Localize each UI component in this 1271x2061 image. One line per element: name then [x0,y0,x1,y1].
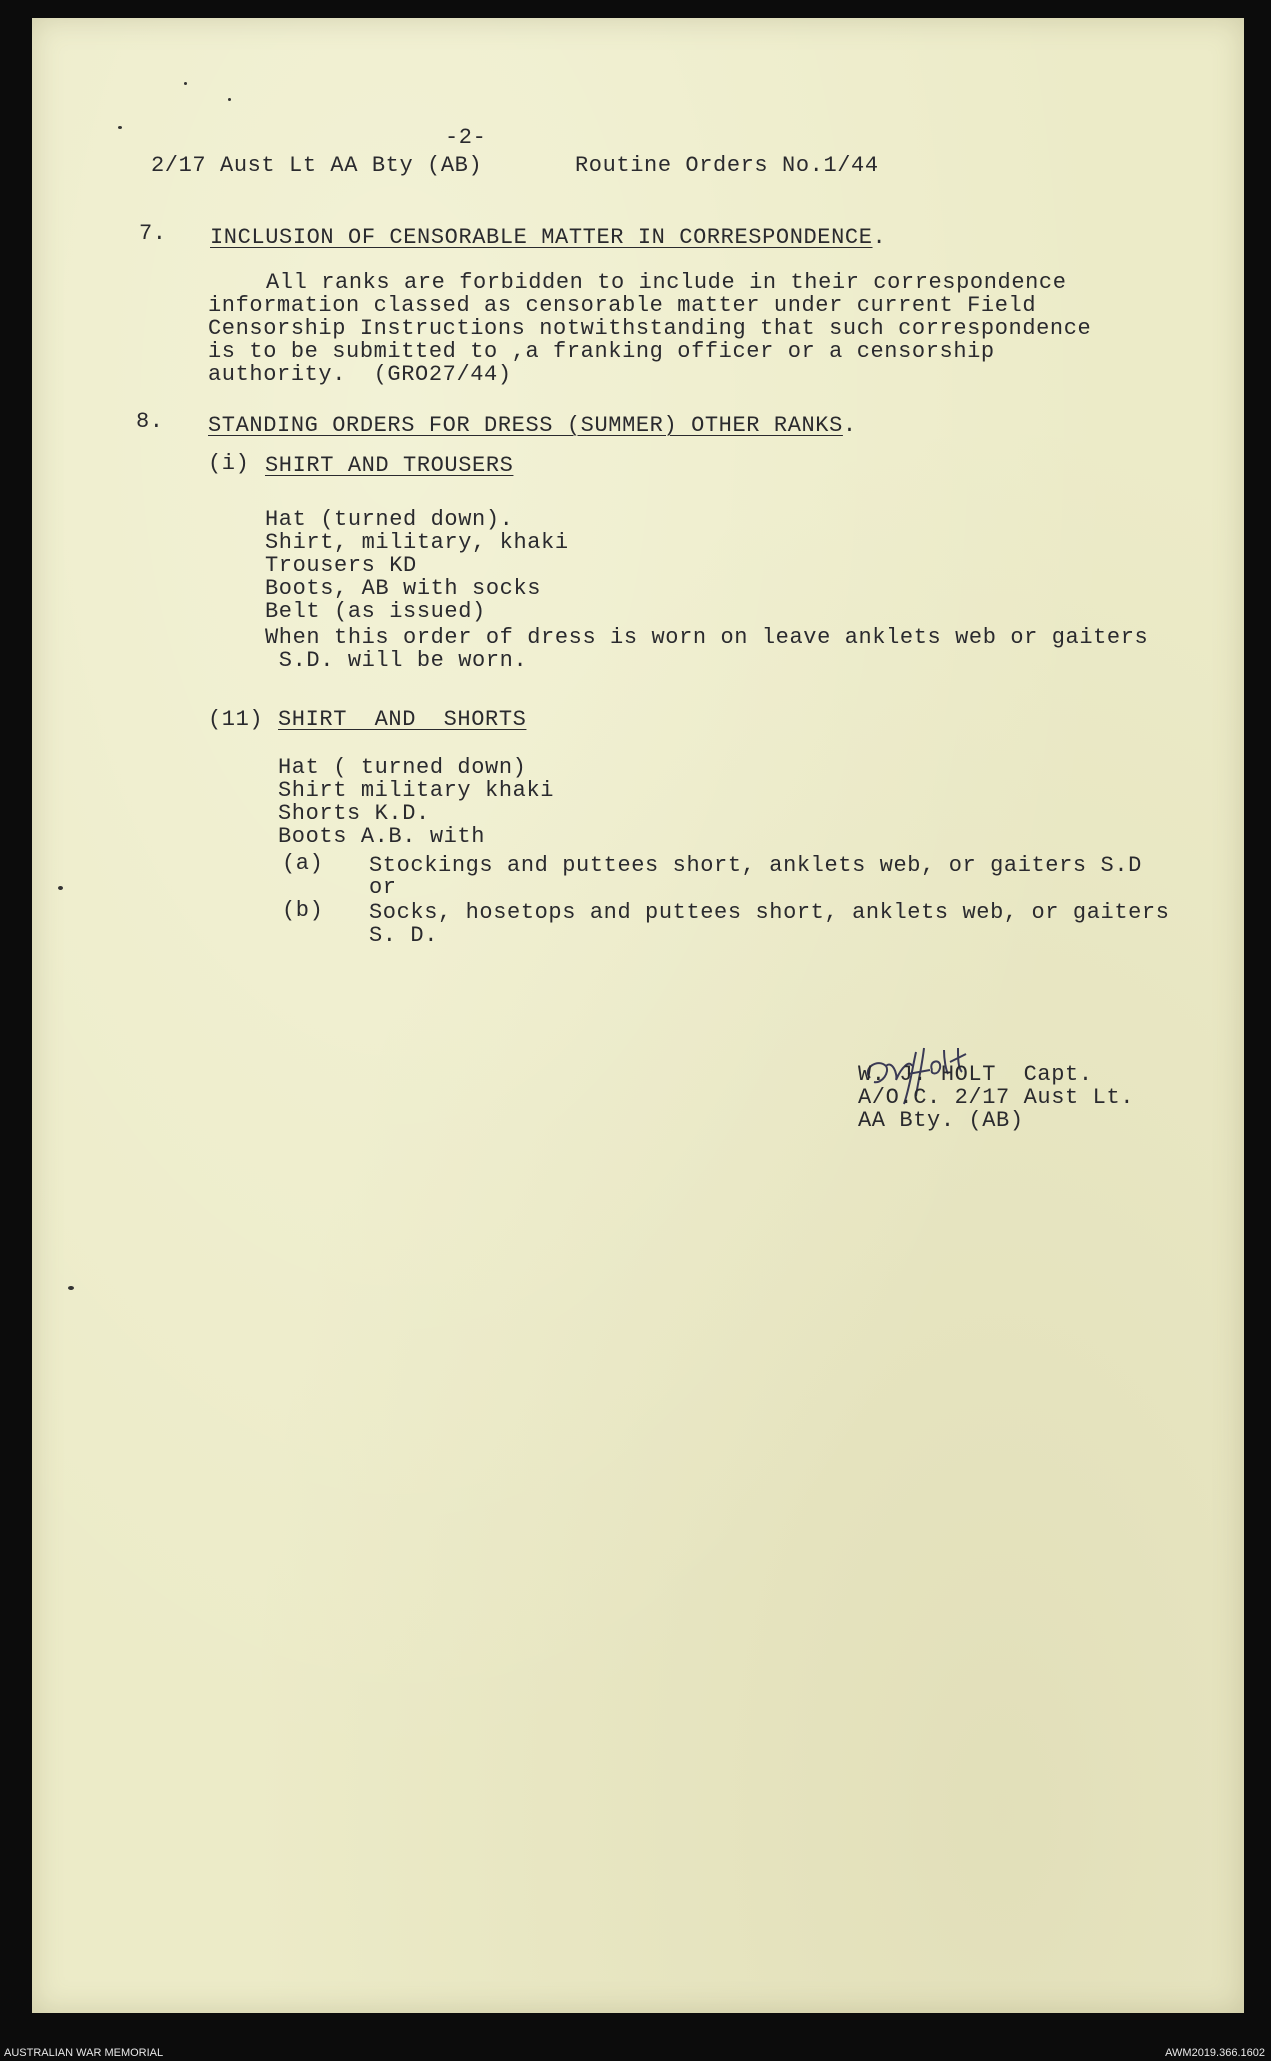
section-8-number: 8. [136,409,164,434]
sub-1-item: Hat (turned down). [265,507,514,532]
sub-2-item: Shirt military khaki [278,778,555,803]
signatory-name: W. J. HOLT Capt. [858,1062,1093,1087]
option-b-text: Socks, hosetops and puttees short, anklets web, or gaiters [369,900,1170,925]
sub-1-item: Trousers KD [265,553,417,578]
section-8-heading-text: STANDING ORDERS FOR DRESS (SUMMER) OTHER RANKS [208,413,843,438]
signatory-role: A/O.C. 2/17 Aust Lt. [858,1085,1135,1110]
sub-1-item: Shirt, military, khaki [265,530,569,555]
sub-2-label: (11) [208,707,264,732]
section-7-line: authority. (GRO27/44) [208,362,512,387]
option-a-label: (a) [282,851,324,876]
section-7-line: Censorship Instructions notwithstanding that such correspondence [208,316,1092,341]
paper-speck [118,126,122,129]
section-7-heading-text: INCLUSION OF CENSORABLE MATTER IN CORRESPONDENCE [210,225,873,250]
section-8-heading [208,414,857,438]
sub-2-title [278,708,526,732]
option-b-text-cont: S. D. [369,923,439,948]
signatory-unit: AA Bty. (AB) [858,1108,1024,1133]
document-page [32,18,1244,2013]
sub-2-item: Hat ( turned down) [278,755,527,780]
sub-2-title-text: SHIRT AND SHORTS [278,707,527,732]
paper-speck [184,82,187,85]
footer-institution: AUSTRALIAN WAR MEMORIAL [4,2047,164,2059]
page-number: -2- [445,125,487,150]
paper-speck [58,886,63,890]
sub-1-label: (i) [208,451,250,476]
sub-1-item: S.D. will be worn. [265,648,528,673]
section-7-number: 7. [139,221,167,246]
section-7-line: All ranks are forbidden to include in their correspondence [266,270,1067,295]
option-b-label: (b) [282,898,324,923]
footer-reference: AWM2019.366.1602 [1165,2047,1265,2059]
sub-1-item: When this order of dress is worn on leave anklets web or gaiters [265,625,1149,650]
section-7-line: information classed as censorable matter under current Field [208,293,1037,318]
option-or: or [369,875,397,900]
section-7-heading-end: . [872,225,887,250]
sub-2-item: Shorts K.D. [278,801,430,826]
option-a-text: Stockings and puttees short, anklets web, or gaiters S.D [369,853,1142,878]
sub-1-title-text: SHIRT AND TROUSERS [265,453,514,478]
paper-speck [228,98,231,101]
section-8-heading-end: . [842,413,857,438]
section-7-line: is to be submitted to ,a franking officer or a censorship [208,339,995,364]
sub-1-title [265,454,513,478]
orders-title: Routine Orders No.1/44 [575,153,879,178]
section-7-heading [210,226,886,250]
sub-1-item: Belt (as issued) [265,599,486,624]
unit-name: 2/17 Aust Lt AA Bty (AB) [151,153,483,178]
sub-1-item: Boots, AB with socks [265,576,542,601]
sub-2-item: Boots A.B. with [278,824,486,849]
paper-speck [68,1286,74,1290]
